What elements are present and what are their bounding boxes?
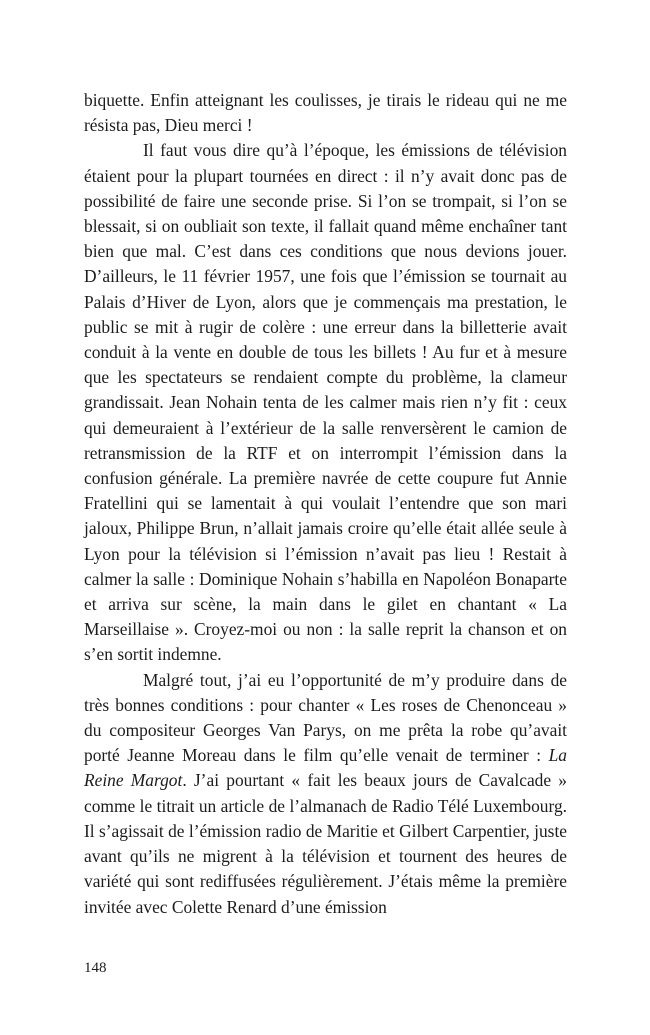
page-number: 148 xyxy=(84,960,107,976)
paragraph-3 xyxy=(84,668,567,920)
paragraph-3-text-b: . J’ai pourtant « fait les beaux jours de Cavalcade » comme le titrait un article de l’almanach de Radio Télé Luxembourg. Il s’agissait de l’émission radio de Maritie et Gilbert Carpentier, juste avant qu’ils ne migrent à la télévision et tournent des heures de variété qui sont rediffusées régulièrement. J’étais même la première invitée avec Colette Renard d’une émission xyxy=(84,770,567,917)
paragraph-1-text: biquette. Enfin atteignant les coulisses, je tirais le rideau qui ne me résista pas, Dieu merci ! xyxy=(84,90,567,136)
body-text xyxy=(84,88,567,920)
paragraph-1 xyxy=(84,88,567,138)
paragraph-2-text: Il faut vous dire qu’à l’époque, les émissions de télévision étaient pour la plupart tournées en direct : il n’y avait donc pas de possibilité de faire une seconde prise. Si l’on se trompait, si l’on se blessait, si on oubliait son texte, il fallait quand même enchaîner tant bien que mal. C’est dans ces conditions que nous devions jouer. D’ailleurs, le 11 février 1957, une fois que l’émission se tournait au Palais d’Hiver de Lyon, alors que je commençais ma prestation, le public se mit à rugir de colère : une erreur dans la billetterie avait conduit à la vente en double de tous les billets ! Au fur et à mesure que les spectateurs se rendaient compte du problème, la clameur grandissait. Jean Nohain tenta de les calmer mais rien n’y fit : ceux qui demeuraient à l’extérieur de la salle renversèrent le camion de retransmission de la RTF et on interrompit l’émission dans la confusion générale. La première navrée de cette coupure fut Annie Fratellini qui se lamentait à qui voulait l’entendre que son mari jaloux, Philippe Brun, n’allait jamais croire qu’elle était allée seule à Lyon pour la télévision si l’émission n’avait pas lieu ! Restait à calmer la salle : Dominique Nohain s’habilla en Napoléon Bonaparte et arriva sur scène, la main dans le gilet en chantant « La Marseillaise ». Croyez-moi ou non : la salle reprit la chanson et on s’en sortit indemne. xyxy=(84,140,567,665)
paragraph-2 xyxy=(84,138,567,667)
paragraph-3-text-a: Malgré tout, j’ai eu l’opportunité de m’y produire dans de très bonnes conditions : pour chanter « Les roses de Chenonceau » du compositeur Georges Van Parys, on me prêta la robe qu’avait porté Jeanne Moreau dans le film qu’elle venait de terminer : xyxy=(84,669,567,766)
film-title: La Reine Margot xyxy=(84,745,567,791)
